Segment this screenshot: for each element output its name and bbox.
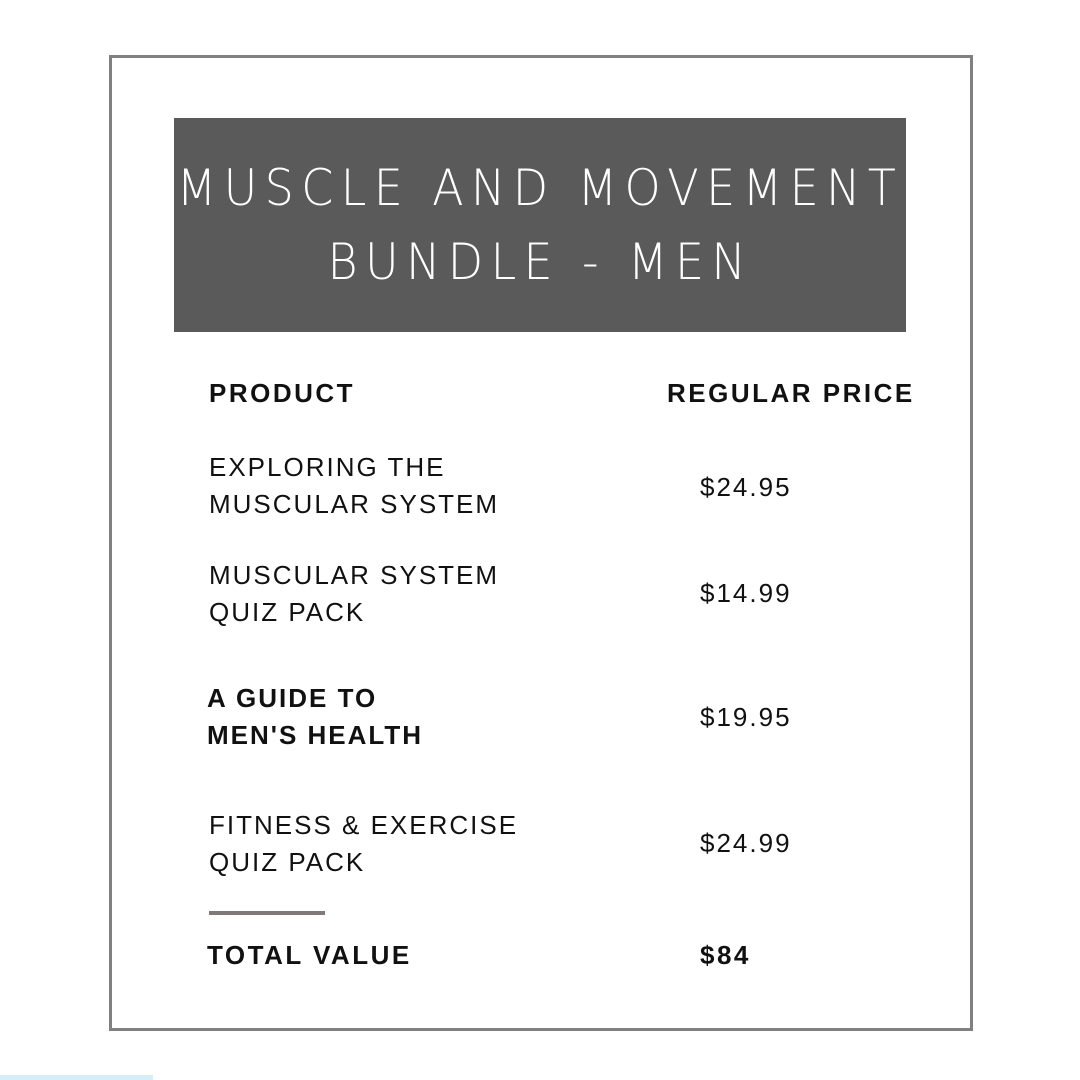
product-name-line: QUIZ PACK <box>209 847 366 877</box>
product-name-line: MUSCULAR SYSTEM <box>209 489 500 519</box>
column-header-price: REGULAR PRICE <box>667 378 915 408</box>
table-row-price: $14.99 <box>700 578 792 608</box>
total-value: $84 <box>700 940 751 970</box>
product-name-line: MUSCULAR SYSTEM <box>209 560 500 590</box>
product-name-line: FITNESS & EXERCISE <box>209 810 519 840</box>
table-row-price: $24.99 <box>700 828 792 858</box>
product-name-line: QUIZ PACK <box>209 597 366 627</box>
title-line-2: BUNDLE - MEN <box>327 233 753 291</box>
title-banner <box>174 118 906 332</box>
table-row-product <box>209 557 499 631</box>
total-label: TOTAL VALUE <box>207 940 412 970</box>
column-header-product: PRODUCT <box>209 378 356 408</box>
corner-accent-bar <box>0 1075 153 1080</box>
product-name-line: MEN'S HEALTH <box>207 720 424 750</box>
product-name-line: EXPLORING THE <box>209 452 446 482</box>
table-row-price: $19.95 <box>700 702 792 732</box>
table-row-product <box>209 807 518 881</box>
title-line-1: MUSCLE AND MOVEMENT <box>176 159 904 217</box>
total-divider <box>209 911 325 915</box>
table-row-product <box>207 680 423 754</box>
table-row-product <box>209 449 499 523</box>
product-name-line: A GUIDE TO <box>207 683 378 713</box>
table-row-price: $24.95 <box>700 472 792 502</box>
